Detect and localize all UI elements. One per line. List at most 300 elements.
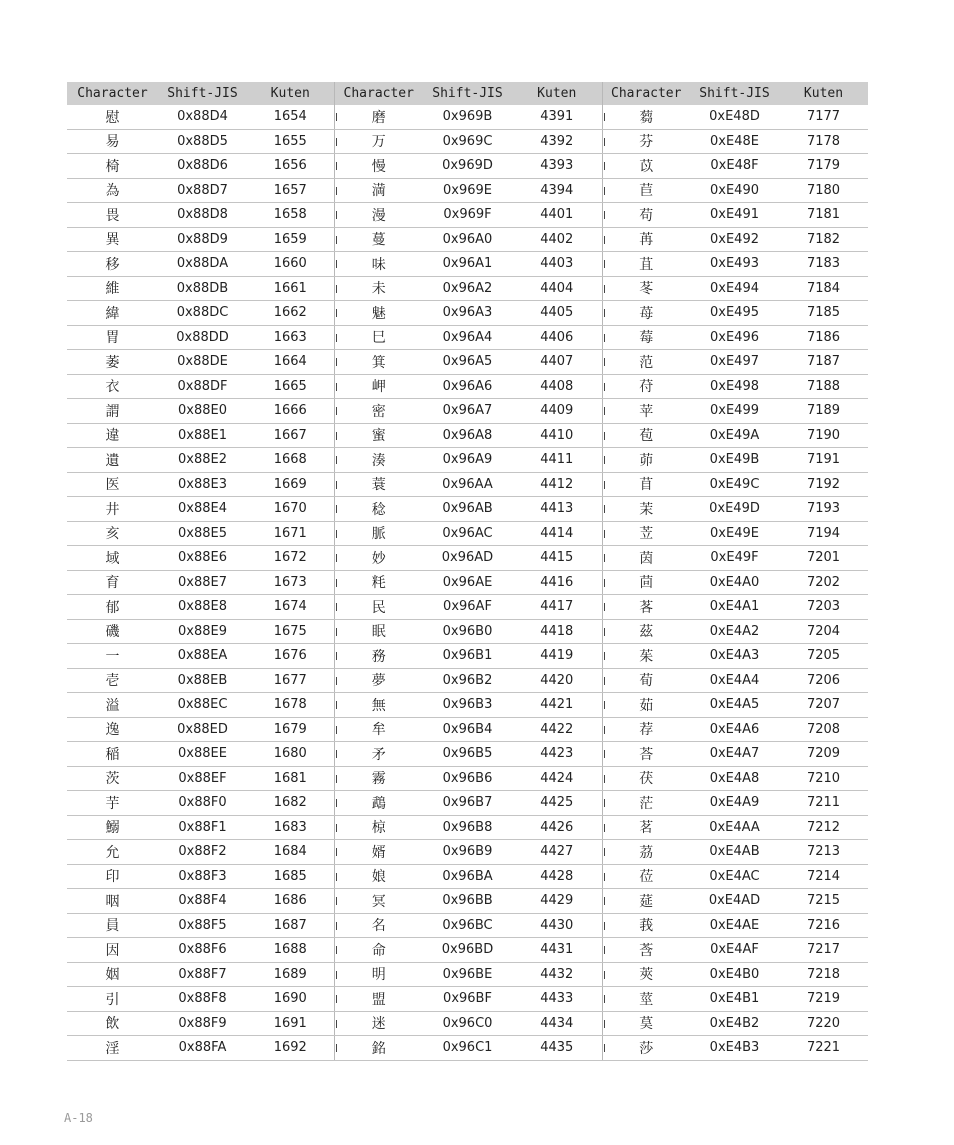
column-header: Character <box>602 82 690 105</box>
shift-jis-cell: 0x88FA <box>158 1036 247 1061</box>
kuten-cell: 4404 <box>512 276 602 301</box>
character-cell: 婿 <box>334 840 423 865</box>
shift-jis-cell: 0x88F5 <box>158 913 247 938</box>
character-cell: 淫 <box>67 1036 158 1061</box>
shift-jis-cell: 0xE4A8 <box>690 766 779 791</box>
table-row <box>67 178 868 203</box>
shift-jis-cell: 0xE4B3 <box>690 1036 779 1061</box>
character-cell: 茯 <box>602 766 690 791</box>
shift-jis-cell: 0xE4AD <box>690 889 779 914</box>
kuten-cell: 4410 <box>512 423 602 448</box>
shift-jis-cell: 0xE4A9 <box>690 791 779 816</box>
character-cell: 茘 <box>602 840 690 865</box>
kuten-cell: 1663 <box>247 325 334 350</box>
shift-jis-cell: 0xE491 <box>690 203 779 228</box>
kuten-cell: 4420 <box>512 668 602 693</box>
shift-jis-cell: 0xE492 <box>690 227 779 252</box>
table-row <box>67 350 868 375</box>
character-cell: 苣 <box>602 178 690 203</box>
shift-jis-cell: 0xE49F <box>690 546 779 571</box>
character-cell: 茗 <box>602 815 690 840</box>
shift-jis-cell: 0xE499 <box>690 399 779 424</box>
character-cell: 巳 <box>334 325 423 350</box>
kuten-cell: 1660 <box>247 252 334 277</box>
character-cell: 椅 <box>67 154 158 179</box>
table-row <box>67 252 868 277</box>
kuten-cell: 1670 <box>247 497 334 522</box>
kuten-cell: 7221 <box>779 1036 868 1061</box>
shift-jis-cell: 0x96A9 <box>423 448 512 473</box>
kuten-cell: 1682 <box>247 791 334 816</box>
shift-jis-cell: 0x96A6 <box>423 374 512 399</box>
kuten-cell: 7186 <box>779 325 868 350</box>
kuten-cell: 1692 <box>247 1036 334 1061</box>
kuten-cell: 1690 <box>247 987 334 1012</box>
character-cell: 眠 <box>334 619 423 644</box>
character-cell: 慢 <box>334 154 423 179</box>
shift-jis-cell: 0x96A8 <box>423 423 512 448</box>
shift-jis-cell: 0x88F7 <box>158 962 247 987</box>
character-cell: 磯 <box>67 619 158 644</box>
table-row <box>67 815 868 840</box>
shift-jis-cell: 0x96BA <box>423 864 512 889</box>
character-cell: 苡 <box>602 154 690 179</box>
shift-jis-cell: 0x88F6 <box>158 938 247 963</box>
shift-jis-cell: 0xE4A1 <box>690 595 779 620</box>
kuten-cell: 1677 <box>247 668 334 693</box>
character-cell: 莓 <box>602 325 690 350</box>
shift-jis-cell: 0xE4B1 <box>690 987 779 1012</box>
kuten-cell: 7215 <box>779 889 868 914</box>
shift-jis-cell: 0x88E7 <box>158 570 247 595</box>
table-row <box>67 521 868 546</box>
shift-jis-cell: 0xE48F <box>690 154 779 179</box>
character-cell: 盟 <box>334 987 423 1012</box>
character-cell: 異 <box>67 227 158 252</box>
column-header: Shift-JIS <box>690 82 779 105</box>
table-row <box>67 1011 868 1036</box>
kuten-cell: 7184 <box>779 276 868 301</box>
character-cell: 粍 <box>334 570 423 595</box>
shift-jis-cell: 0x96C1 <box>423 1036 512 1061</box>
column-header: Kuten <box>247 82 334 105</box>
shift-jis-cell: 0x96AE <box>423 570 512 595</box>
kuten-cell: 7202 <box>779 570 868 595</box>
table-row <box>67 301 868 326</box>
character-cell: 味 <box>334 252 423 277</box>
kuten-cell: 7212 <box>779 815 868 840</box>
shift-jis-cell: 0xE493 <box>690 252 779 277</box>
shift-jis-cell: 0x96AA <box>423 472 512 497</box>
character-cell: 苳 <box>602 276 690 301</box>
kuten-cell: 4417 <box>512 595 602 620</box>
column-header: Kuten <box>512 82 602 105</box>
character-cell: 移 <box>67 252 158 277</box>
shift-jis-cell: 0x96B9 <box>423 840 512 865</box>
shift-jis-cell: 0x88F8 <box>158 987 247 1012</box>
character-cell: 莚 <box>602 889 690 914</box>
shift-jis-cell: 0x88DD <box>158 325 247 350</box>
shift-jis-cell: 0x88E1 <box>158 423 247 448</box>
shift-jis-cell: 0xE4A4 <box>690 668 779 693</box>
kuten-cell: 4408 <box>512 374 602 399</box>
character-cell: 湊 <box>334 448 423 473</box>
column-header: Shift-JIS <box>423 82 512 105</box>
kuten-cell: 4421 <box>512 693 602 718</box>
shift-jis-cell: 0x96BE <box>423 962 512 987</box>
character-cell: 莟 <box>602 938 690 963</box>
kuten-cell: 4406 <box>512 325 602 350</box>
character-cell: 亥 <box>67 521 158 546</box>
shift-jis-cell: 0x96A5 <box>423 350 512 375</box>
shift-jis-cell: 0xE4AA <box>690 815 779 840</box>
shift-jis-cell: 0x88E9 <box>158 619 247 644</box>
kuten-cell: 7206 <box>779 668 868 693</box>
character-cell: 芬 <box>602 129 690 154</box>
column-header: Character <box>334 82 423 105</box>
character-cell: 霧 <box>334 766 423 791</box>
shift-jis-cell: 0xE4AE <box>690 913 779 938</box>
page-number: A-18 <box>64 1111 93 1125</box>
character-cell: 允 <box>67 840 158 865</box>
character-cell: 逸 <box>67 717 158 742</box>
character-code-table <box>67 82 868 1061</box>
table-row <box>67 325 868 350</box>
table-row <box>67 693 868 718</box>
character-cell: 茴 <box>602 570 690 595</box>
table-row <box>67 423 868 448</box>
kuten-cell: 4415 <box>512 546 602 571</box>
character-cell: 莖 <box>602 987 690 1012</box>
kuten-cell: 7177 <box>779 105 868 129</box>
character-cell: 易 <box>67 129 158 154</box>
table-row <box>67 497 868 522</box>
character-cell: 井 <box>67 497 158 522</box>
column-header: Character <box>67 82 158 105</box>
table-row <box>67 962 868 987</box>
character-cell: 溢 <box>67 693 158 718</box>
kuten-cell: 7217 <box>779 938 868 963</box>
character-cell: 域 <box>67 546 158 571</box>
character-cell: 稔 <box>334 497 423 522</box>
kuten-cell: 1687 <box>247 913 334 938</box>
kuten-cell: 1658 <box>247 203 334 228</box>
shift-jis-cell: 0x88EE <box>158 742 247 767</box>
table-row <box>67 154 868 179</box>
table-row <box>67 276 868 301</box>
character-cell: 茆 <box>602 448 690 473</box>
character-cell: 員 <box>67 913 158 938</box>
character-cell: 引 <box>67 987 158 1012</box>
character-cell: 緯 <box>67 301 158 326</box>
kuten-cell: 7219 <box>779 987 868 1012</box>
character-cell: 苒 <box>602 227 690 252</box>
shift-jis-cell: 0x96BD <box>423 938 512 963</box>
character-cell: 育 <box>67 570 158 595</box>
character-cell: 満 <box>334 178 423 203</box>
shift-jis-cell: 0xE49B <box>690 448 779 473</box>
shift-jis-cell: 0x969E <box>423 178 512 203</box>
column-header: Kuten <box>779 82 868 105</box>
shift-jis-cell: 0x88E2 <box>158 448 247 473</box>
table-row <box>67 399 868 424</box>
shift-jis-cell: 0xE494 <box>690 276 779 301</box>
character-cell: 咽 <box>67 889 158 914</box>
shift-jis-cell: 0x96B2 <box>423 668 512 693</box>
character-cell: 鵡 <box>334 791 423 816</box>
character-cell: 密 <box>334 399 423 424</box>
shift-jis-cell: 0x88F4 <box>158 889 247 914</box>
table-row <box>67 448 868 473</box>
kuten-cell: 4422 <box>512 717 602 742</box>
kuten-cell: 4416 <box>512 570 602 595</box>
shift-jis-cell: 0x88EA <box>158 644 247 669</box>
character-cell: 岬 <box>334 374 423 399</box>
shift-jis-cell: 0x88F2 <box>158 840 247 865</box>
character-cell: 明 <box>334 962 423 987</box>
kuten-cell: 4412 <box>512 472 602 497</box>
shift-jis-cell: 0x96BF <box>423 987 512 1012</box>
shift-jis-cell: 0x96B0 <box>423 619 512 644</box>
character-cell: 荅 <box>602 742 690 767</box>
shift-jis-cell: 0x96BB <box>423 889 512 914</box>
shift-jis-cell: 0x969F <box>423 203 512 228</box>
kuten-cell: 4401 <box>512 203 602 228</box>
kuten-cell: 4424 <box>512 766 602 791</box>
kuten-cell: 1668 <box>247 448 334 473</box>
kuten-cell: 7192 <box>779 472 868 497</box>
kuten-cell: 7189 <box>779 399 868 424</box>
kuten-cell: 1654 <box>247 105 334 129</box>
table-row <box>67 938 868 963</box>
shift-jis-cell: 0xE4AB <box>690 840 779 865</box>
character-cell: 謂 <box>67 399 158 424</box>
kuten-cell: 7187 <box>779 350 868 375</box>
kuten-cell: 7210 <box>779 766 868 791</box>
shift-jis-cell: 0x96AC <box>423 521 512 546</box>
character-cell: 莪 <box>602 913 690 938</box>
kuten-cell: 4409 <box>512 399 602 424</box>
table-header-row <box>67 82 868 105</box>
character-cell: 茖 <box>602 595 690 620</box>
table-row <box>67 570 868 595</box>
shift-jis-cell: 0x88DB <box>158 276 247 301</box>
kuten-cell: 1672 <box>247 546 334 571</box>
shift-jis-cell: 0xE4A7 <box>690 742 779 767</box>
character-cell: 医 <box>67 472 158 497</box>
character-cell: 牟 <box>334 717 423 742</box>
shift-jis-cell: 0xE490 <box>690 178 779 203</box>
character-cell: 苻 <box>602 374 690 399</box>
shift-jis-cell: 0x96B4 <box>423 717 512 742</box>
character-cell: 遺 <box>67 448 158 473</box>
character-cell: 鰯 <box>67 815 158 840</box>
kuten-cell: 7209 <box>779 742 868 767</box>
kuten-cell: 4419 <box>512 644 602 669</box>
shift-jis-cell: 0xE498 <box>690 374 779 399</box>
character-cell: 苺 <box>602 301 690 326</box>
shift-jis-cell: 0xE4AC <box>690 864 779 889</box>
table-row <box>67 619 868 644</box>
character-cell: 胃 <box>67 325 158 350</box>
shift-jis-cell: 0x96AB <box>423 497 512 522</box>
character-cell: 茫 <box>602 791 690 816</box>
shift-jis-cell: 0x96B1 <box>423 644 512 669</box>
character-cell: 莅 <box>602 864 690 889</box>
table-row <box>67 668 868 693</box>
kuten-cell: 4431 <box>512 938 602 963</box>
kuten-cell: 7193 <box>779 497 868 522</box>
kuten-cell: 7216 <box>779 913 868 938</box>
shift-jis-cell: 0x96A0 <box>423 227 512 252</box>
character-cell: 郁 <box>67 595 158 620</box>
character-cell: 稲 <box>67 742 158 767</box>
table-row <box>67 889 868 914</box>
table-row <box>67 595 868 620</box>
kuten-cell: 7194 <box>779 521 868 546</box>
shift-jis-cell: 0x88D5 <box>158 129 247 154</box>
character-cell: 違 <box>67 423 158 448</box>
kuten-cell: 7181 <box>779 203 868 228</box>
kuten-cell: 1683 <box>247 815 334 840</box>
kuten-cell: 4430 <box>512 913 602 938</box>
character-cell: 姻 <box>67 962 158 987</box>
character-cell: 芋 <box>67 791 158 816</box>
shift-jis-cell: 0x88D9 <box>158 227 247 252</box>
kuten-cell: 4418 <box>512 619 602 644</box>
shift-jis-cell: 0x88D8 <box>158 203 247 228</box>
kuten-cell: 7205 <box>779 644 868 669</box>
shift-jis-cell: 0xE49D <box>690 497 779 522</box>
kuten-cell: 4394 <box>512 178 602 203</box>
shift-jis-cell: 0x88EB <box>158 668 247 693</box>
shift-jis-cell: 0x88E8 <box>158 595 247 620</box>
kuten-cell: 7191 <box>779 448 868 473</box>
shift-jis-cell: 0x88F1 <box>158 815 247 840</box>
shift-jis-cell: 0x88E5 <box>158 521 247 546</box>
kuten-cell: 4433 <box>512 987 602 1012</box>
character-cell: 務 <box>334 644 423 669</box>
character-cell: 一 <box>67 644 158 669</box>
shift-jis-cell: 0x96B6 <box>423 766 512 791</box>
character-cell: 蓑 <box>334 472 423 497</box>
shift-jis-cell: 0x96A2 <box>423 276 512 301</box>
kuten-cell: 4414 <box>512 521 602 546</box>
character-cell: 萎 <box>67 350 158 375</box>
character-cell: 名 <box>334 913 423 938</box>
character-cell: 銘 <box>334 1036 423 1061</box>
character-cell: 夢 <box>334 668 423 693</box>
shift-jis-cell: 0x88E0 <box>158 399 247 424</box>
kuten-cell: 4402 <box>512 227 602 252</box>
character-cell: 茨 <box>67 766 158 791</box>
character-cell: 蒭 <box>602 105 690 129</box>
kuten-cell: 1664 <box>247 350 334 375</box>
shift-jis-cell: 0x88DA <box>158 252 247 277</box>
character-cell: 為 <box>67 178 158 203</box>
shift-jis-cell: 0xE496 <box>690 325 779 350</box>
kuten-cell: 7204 <box>779 619 868 644</box>
character-cell: 茣 <box>602 1011 690 1036</box>
table-row <box>67 913 868 938</box>
kuten-cell: 7207 <box>779 693 868 718</box>
shift-jis-cell: 0xE4B0 <box>690 962 779 987</box>
shift-jis-cell: 0xE49A <box>690 423 779 448</box>
table-row <box>67 840 868 865</box>
table-row <box>67 742 868 767</box>
character-cell: 苴 <box>602 252 690 277</box>
kuten-cell: 1673 <box>247 570 334 595</box>
character-cell: 印 <box>67 864 158 889</box>
character-cell: 矛 <box>334 742 423 767</box>
kuten-cell: 4411 <box>512 448 602 473</box>
character-cell: 苞 <box>602 423 690 448</box>
shift-jis-cell: 0xE4A6 <box>690 717 779 742</box>
character-cell: 脈 <box>334 521 423 546</box>
shift-jis-cell: 0x88DC <box>158 301 247 326</box>
kuten-cell: 1691 <box>247 1011 334 1036</box>
shift-jis-cell: 0xE4A5 <box>690 693 779 718</box>
character-cell: 万 <box>334 129 423 154</box>
shift-jis-cell: 0x96B5 <box>423 742 512 767</box>
shift-jis-cell: 0x88DF <box>158 374 247 399</box>
character-cell: 磨 <box>334 105 423 129</box>
kuten-cell: 4403 <box>512 252 602 277</box>
character-cell: 飲 <box>67 1011 158 1036</box>
character-cell: 民 <box>334 595 423 620</box>
character-cell: 魅 <box>334 301 423 326</box>
character-cell: 苙 <box>602 521 690 546</box>
kuten-cell: 4423 <box>512 742 602 767</box>
shift-jis-cell: 0x88EF <box>158 766 247 791</box>
shift-jis-cell: 0x96B3 <box>423 693 512 718</box>
shift-jis-cell: 0xE49E <box>690 521 779 546</box>
shift-jis-cell: 0xE497 <box>690 350 779 375</box>
character-cell: 荐 <box>602 717 690 742</box>
table-row <box>67 1036 868 1061</box>
kuten-cell: 1676 <box>247 644 334 669</box>
shift-jis-cell: 0x969C <box>423 129 512 154</box>
kuten-cell: 1678 <box>247 693 334 718</box>
table-row <box>67 791 868 816</box>
kuten-cell: 7180 <box>779 178 868 203</box>
shift-jis-cell: 0x88DE <box>158 350 247 375</box>
shift-jis-cell: 0x96A3 <box>423 301 512 326</box>
character-cell: 茲 <box>602 619 690 644</box>
shift-jis-cell: 0x88F3 <box>158 864 247 889</box>
table-row <box>67 105 868 129</box>
kuten-cell: 1686 <box>247 889 334 914</box>
table-row <box>67 129 868 154</box>
shift-jis-cell: 0xE4AF <box>690 938 779 963</box>
kuten-cell: 4434 <box>512 1011 602 1036</box>
character-cell: 漫 <box>334 203 423 228</box>
table-body <box>67 105 868 1060</box>
character-cell: 椋 <box>334 815 423 840</box>
shift-jis-cell: 0x88F9 <box>158 1011 247 1036</box>
kuten-cell: 7218 <box>779 962 868 987</box>
kuten-cell: 7201 <box>779 546 868 571</box>
shift-jis-cell: 0x96AF <box>423 595 512 620</box>
character-cell: 妙 <box>334 546 423 571</box>
character-cell: 范 <box>602 350 690 375</box>
character-cell: 苟 <box>602 203 690 228</box>
shift-jis-cell: 0x88F0 <box>158 791 247 816</box>
shift-jis-cell: 0xE4A2 <box>690 619 779 644</box>
table-row <box>67 546 868 571</box>
shift-jis-cell: 0x96AD <box>423 546 512 571</box>
shift-jis-cell: 0x88ED <box>158 717 247 742</box>
